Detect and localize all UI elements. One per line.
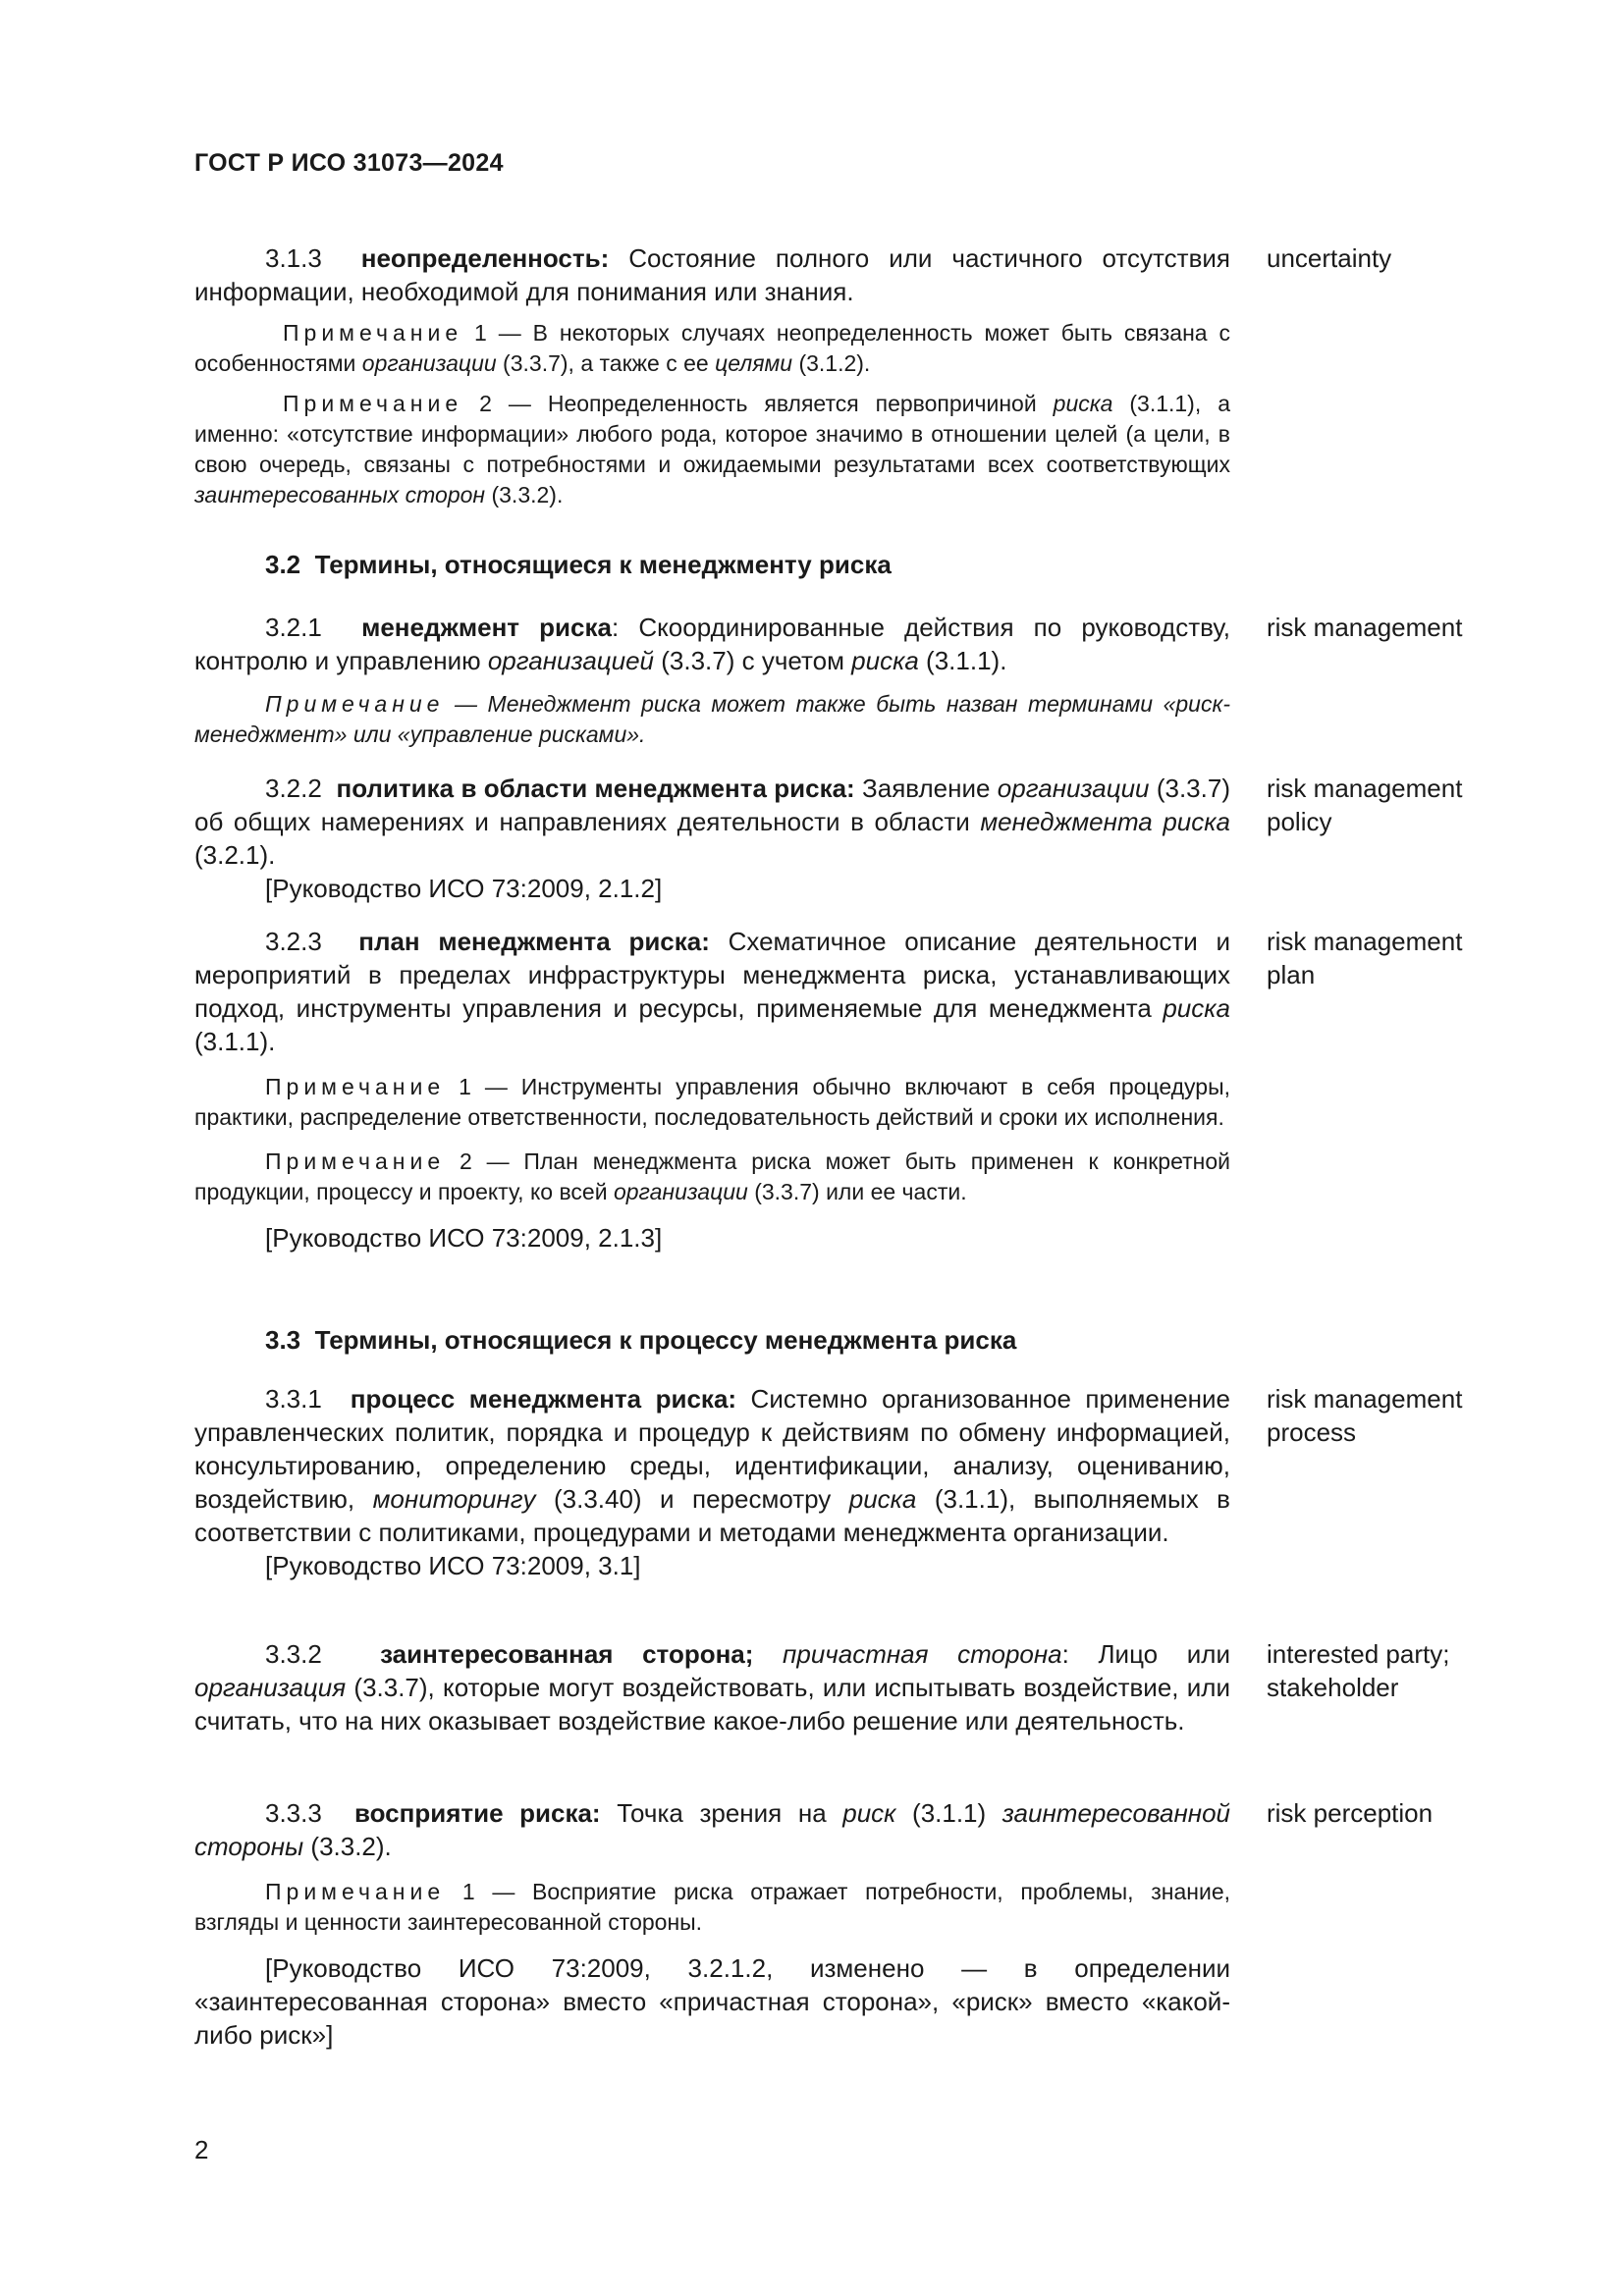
term-number: 3.2.3: [265, 927, 322, 956]
note: Примечание 1 — В некоторых случаях неопределенность может быть связана с особенностями организации (3.3.7), а также с ее целями (3.1.2).: [194, 320, 1230, 376]
section-heading: 3.2 Термины, относящиеся к менеджменту риска: [265, 550, 892, 579]
note: Примечание 1 — Восприятие риска отражает потребности, проблемы, знание, взгляды и ценности заинтересованной стороны.: [194, 1879, 1230, 1935]
entry-3-3-3: [194, 1796, 1230, 2052]
term: политика в области менеджмента риска:: [336, 774, 855, 803]
definition: 3.2.2 политика в области менеджмента риска: Заявление организации (3.3.7) об общих намерениях и направлениях деятельности в области менеджмента риска (3.2.1).: [194, 774, 1230, 870]
term-number: 3.2.2: [265, 774, 322, 803]
document-header: ГОСТ Р ИСО 31073—2024: [194, 149, 504, 177]
term: неопределенность:: [360, 243, 610, 273]
entry-3-2-2: [194, 772, 1230, 905]
definition: 3.2.3 план менеджмента риска: Схематичное описание деятельности и мероприятий в пределах инфраструктуры менеджмента риска, устанавливающих подход, инструменты управления и ресурсы, применяемые для менеджмента риска (3.1.1).: [194, 927, 1230, 1056]
page-number: 2: [194, 2135, 209, 2164]
english-equivalent: risk management policy: [1267, 774, 1463, 836]
note-label: Примечание: [265, 691, 445, 717]
english-equivalent: uncertainty: [1267, 243, 1392, 273]
term-number: 3.3.1: [265, 1384, 322, 1414]
note-label: Примечание: [283, 391, 463, 416]
english-equivalent: risk perception: [1267, 1798, 1434, 1828]
definition: 3.2.1 менеджмент риска: Скоординированные действия по руководству, контролю и управлению организацией (3.3.7) с учетом риска (3.1.1).: [194, 613, 1230, 675]
definition: 3.3.1 процесс менеджмента риска: Системно организованное применение управленческих политик, порядка и процедур к действиям по обмену информацией, консультированию, определению среды, идентификации, анализу, оцениванию, воздействию, мониторингу (3.3.40) и пересмотру риска (3.1.1), выполняемых в соответствии с политиками, процедурами и методами менеджмента организации.: [194, 1384, 1230, 1547]
source-reference: [Руководство ИСО 73:2009, 3.2.1.2, изменено — в определении «заинтересованная сторона» вместо «причастная сторона», «риск» вместо «какой-либо риск»]: [194, 1953, 1230, 2050]
term: восприятие риска:: [354, 1798, 601, 1828]
entry-3-3-1: [194, 1382, 1230, 1582]
note: Примечание 1 — Инструменты управления обычно включают в себя процедуры, практики, распределение ответственности, последовательность действий и сроки их исполнения.: [194, 1074, 1230, 1130]
entry-3-1-3: [194, 241, 1230, 510]
english-equivalent: risk management: [1267, 613, 1463, 642]
english-equivalent: risk management plan: [1267, 927, 1463, 989]
note: Примечание 2 — План менеджмента риска может быть применен к конкретной продукции, процессу и проекту, ко всей организации (3.3.7) или ее части.: [194, 1148, 1230, 1204]
note: Примечание 2 — Неопределенность является первопричиной риска (3.1.1), а именно: «отсутствие информации» любого рода, которое значимо в отношении целей (а цели, в свою очередь, связаны с потребностями и ожидаемыми результатами всех соответствующих заинтересованных сторон (3.3.2).: [194, 391, 1230, 507]
source-reference: [Руководство ИСО 73:2009, 2.1.2]: [265, 874, 663, 903]
note-label: Примечание: [265, 1879, 446, 1904]
term: план менеджмента риска:: [358, 927, 710, 956]
source-reference: [Руководство ИСО 73:2009, 2.1.3]: [265, 1223, 663, 1253]
term-number: 3.2.1: [265, 613, 322, 642]
note-label: Примечание: [283, 320, 463, 346]
term-number: 3.1.3: [265, 243, 322, 273]
alt-term: причастная сторона: [783, 1639, 1062, 1669]
term-number: 3.3.2: [265, 1639, 322, 1669]
entry-3-2-3: [194, 925, 1230, 1255]
definition: 3.3.2 заинтересованная сторона; причастная сторона: Лицо или организация (3.3.7), которые могут воздействовать, или испытывать воздействие, или считать, что на них оказывает воздействие какое-либо решение или деятельность.: [194, 1639, 1230, 1735]
entry-3-2-1: [194, 611, 1230, 750]
term: менеджмент риска: [361, 613, 612, 642]
section-heading: 3.3 Термины, относящиеся к процессу менеджмента риска: [265, 1325, 1017, 1355]
note-label: Примечание: [265, 1148, 446, 1174]
term: заинтересованная сторона;: [380, 1639, 754, 1669]
note-label: Примечание: [265, 1074, 446, 1099]
term: процесс менеджмента риска:: [350, 1384, 737, 1414]
definition: 3.3.3 восприятие риска: Точка зрения на риск (3.1.1) заинтересованной стороны (3.3.2).: [194, 1798, 1230, 1861]
source-reference: [Руководство ИСО 73:2009, 3.1]: [265, 1551, 641, 1580]
english-equivalent: interested party; stakeholder: [1267, 1639, 1450, 1702]
term-number: 3.3.3: [265, 1798, 322, 1828]
note: Примечание — Менеджмент риска может также быть назван терминами «риск-менеджмент» или «управление рисками».: [194, 691, 1230, 747]
entry-3-3-2: [194, 1637, 1230, 1737]
definition: 3.1.3 неопределенность: Состояние полного или частичного отсутствия информации, необходимой для понимания или знания.: [194, 243, 1230, 306]
english-equivalent: risk management process: [1267, 1384, 1463, 1447]
